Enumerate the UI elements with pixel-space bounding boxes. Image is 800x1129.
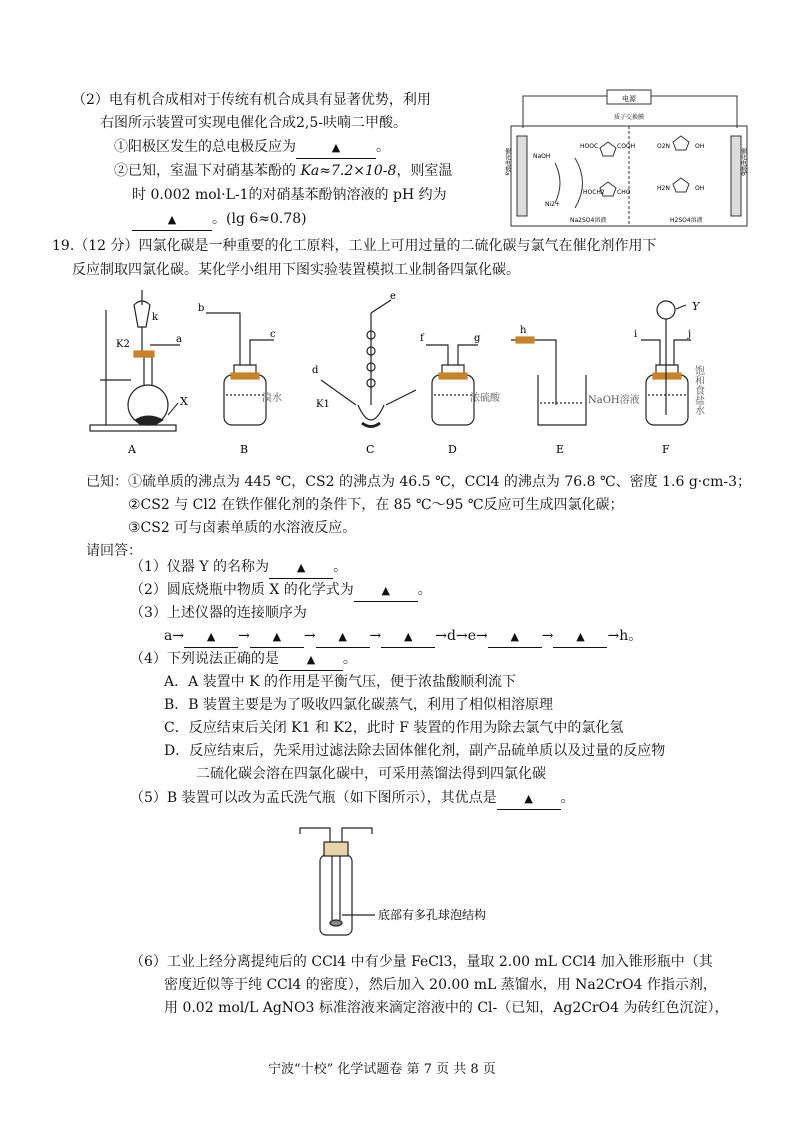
answer-blank[interactable]: ▲ (279, 649, 343, 671)
apparatus-diagram (86, 285, 726, 460)
instrument-y-label: Y (692, 300, 700, 313)
answer-blank[interactable]: ▲ (296, 137, 376, 159)
question-5: （5）B 装置可以改为孟氏洗气瓶（如下图所示），其优点是 ▲ 。 (130, 788, 575, 810)
answer-blank[interactable]: ▲ (316, 626, 370, 648)
q18-line1: （2）电有机合成相对于传统有机合成具有显著优势，利用 (72, 92, 431, 108)
left-electrode-label: 催化电极a (503, 148, 511, 176)
cell-mol-5: O2N (657, 143, 671, 150)
port-j: j (688, 329, 692, 340)
q18-line6: ▲ 。(lg 6≈0.78) (132, 209, 307, 231)
cell-mol-6: OH (695, 143, 705, 150)
f-liquid-label: 饱和食盐水 (692, 365, 704, 415)
port-d: d (312, 365, 319, 376)
question-4: （4）下列说法正确的是 ▲ 。 (130, 649, 357, 671)
answer-blank[interactable]: ▲ (497, 788, 561, 810)
port-e: e (390, 291, 396, 302)
answer-blank[interactable]: ▲ (184, 626, 238, 648)
answer-blank[interactable]: ▲ (553, 626, 607, 648)
left-solution-label: Na2SO4溶液 (570, 217, 607, 224)
port-a: a (176, 334, 182, 345)
port-h: h (520, 325, 527, 336)
substance-x-label: X (180, 395, 188, 408)
valve-k1-label: K1 (316, 399, 330, 410)
q18-line5: 时 0.002 mol·L-1的对硝基苯酚钠溶液的 pH 约为 (132, 187, 447, 203)
cell-mol-naoh: NaOH (533, 153, 551, 160)
cell-mol-4: CHO (617, 189, 631, 196)
option-d-line2: 二硫化碳会溶在四氯化碳中，可采用蒸馏法得到四氯化碳 (196, 766, 546, 782)
electrolysis-cell-diagram (505, 88, 753, 234)
known-line2: ②CS2 与 Cl2 在铁作催化剂的条件下，在 85 ℃～95 ℃反应可生成四氯化碳； (128, 497, 624, 513)
question-6-line3: 用 0.02 mol/L AgNO3 标准溶液来滴定溶液中的 Cl-（已知，Ag2CrO4 为砖红色沉淀）， (164, 1000, 729, 1016)
bottle-note: 底部有多孔球泡结构 (378, 908, 487, 922)
q19-line1: 19.（12 分）四氯化碳是一种重要的化工原料，工业上可用过量的二硫化碳与氯气在催化剂作用下 (52, 238, 657, 254)
cell-mol-3: HOCH2 (583, 189, 605, 196)
answer-blank[interactable]: ▲ (488, 626, 542, 648)
answer-blank[interactable]: ▲ (354, 580, 418, 602)
answer-blank[interactable]: ▲ (132, 209, 212, 231)
port-f: f (420, 333, 424, 344)
option-c: C．反应结束后关闭 K1 和 K2，此时 F 装置的作用为除去氯气中的氯化氢 (164, 720, 624, 736)
question-2: （2）圆底烧瓶中物质 X 的化学式为 ▲ 。 (130, 580, 432, 602)
right-solution-label: H2SO4溶液 (670, 217, 703, 224)
question-3: （3）上述仪器的连接顺序为 (130, 605, 307, 621)
device-label-f: F (662, 443, 670, 456)
port-k: k (152, 312, 159, 323)
question-1: （1）仪器 Y 的名称为 ▲ 。 (130, 557, 347, 579)
cell-mol-2: COOH (617, 143, 636, 150)
device-label-e: E (556, 443, 565, 456)
membrane-label: 质子交换膜 (613, 114, 645, 121)
cell-mol-1: HOOC (580, 143, 599, 150)
question-6-line1: （6）工业上经分离提纯后的 CCl4 中有少量 FeCl3，量取 2.00 mL CCl4 加入锥形瓶中（其 (130, 954, 713, 970)
option-b: B．B 装置主要是为了吸收四氯化碳蒸气，利用了相似相溶原理 (164, 697, 554, 713)
valve-k2-label: K2 (116, 339, 130, 350)
right-electrode-label: 催化电极b (739, 148, 747, 176)
e-liquid-label: NaOH溶液 (588, 395, 640, 406)
device-label-b: B (240, 443, 249, 456)
device-label-d: D (448, 443, 457, 456)
power-label: 电源 (622, 95, 636, 103)
port-i: i (634, 329, 638, 340)
question-6-line2: 密度近似等于纯 CCl4 的密度），然后加入 20.00 mL 蒸馏水，用 Na2CrO4 作指示剂， (164, 977, 717, 993)
answer-blank[interactable]: ▲ (381, 626, 435, 648)
cell-mol-ni: Ni2+ (545, 201, 560, 208)
device-label-c: C (366, 443, 375, 456)
answer-blank[interactable]: ▲ (250, 626, 304, 648)
answer-blank[interactable]: ▲ (269, 557, 333, 579)
ask-heading: 请回答： (86, 543, 142, 559)
known-line3: ③CS2 可与卤素单质的水溶液反应。 (128, 520, 357, 536)
connection-order: a→ ▲ → ▲ → ▲ → ▲ →d→e→ ▲ → ▲ →h。 (164, 626, 642, 648)
q18-line4: ②已知，室温下对硝基苯酚的 Ka≈7.2×10-8，则室温 (114, 163, 453, 179)
option-d-line1: D．反应结束后，先采用过滤法除去固体催化剂，副产品硫单质以及过量的反应物 (164, 743, 666, 759)
washing-bottle-diagram (280, 820, 520, 938)
option-a: A．A 装置中 K 的作用是平衡气压，便于浓盐酸顺利流下 (164, 674, 517, 690)
cell-mol-7: H2N (657, 185, 670, 192)
known-line1: 已知：①硫单质的沸点为 445 ℃，CS2 的沸点为 46.5 ℃，CCl4 的沸点为 76.8 ℃、密度 1.6 g·cm-3； (86, 474, 751, 490)
q18-line3: ①阳极区发生的总电极反应为 ▲ 。 (114, 137, 390, 159)
port-g: g (474, 333, 481, 344)
b-liquid-label: 溴水 (262, 393, 282, 404)
port-b: b (198, 303, 205, 314)
port-c: c (270, 329, 276, 340)
q18-line2: 右图所示装置可实现电催化合成2,5-呋喃二甲酸。 (100, 115, 407, 131)
q19-line2: 反应制取四氯化碳。某化学小组用下图实验装置模拟工业制备四氯化碳。 (72, 262, 520, 278)
device-label-a: A (128, 443, 136, 456)
page-footer: 宁波“十校” 化学试题卷 第 7 页 共 8 页 (268, 1062, 496, 1077)
d-liquid-label: 浓硫酸 (470, 393, 500, 404)
cell-mol-8: OH (695, 185, 705, 192)
